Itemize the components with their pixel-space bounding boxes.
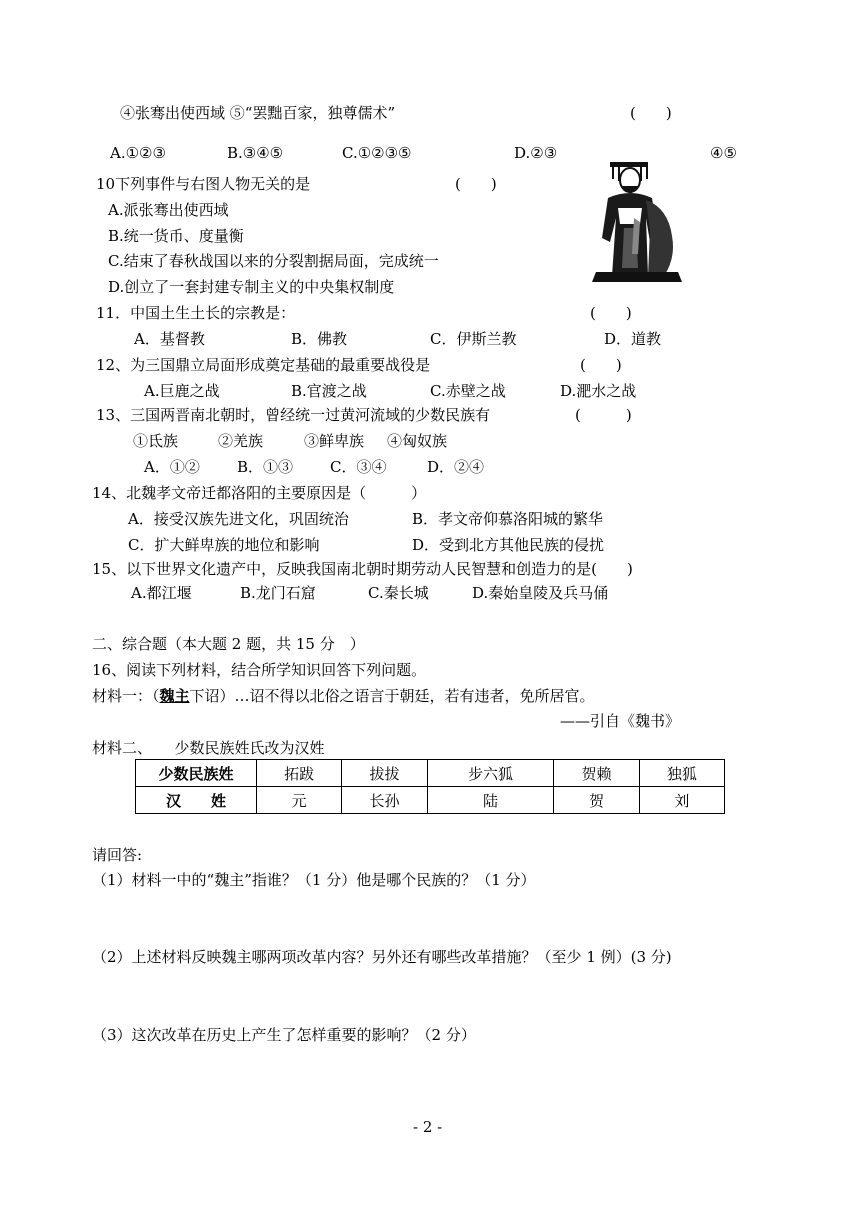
table-cell: 元 <box>257 787 342 814</box>
q11-stem: 11．中国土生土长的宗教是： <box>96 304 296 322</box>
answer-prompt: 请回答: <box>92 846 143 864</box>
q13-option-a: A．①② <box>144 458 200 476</box>
emperor-figure-image <box>588 158 684 284</box>
q9-blank: ( ) <box>630 104 672 122</box>
q11-blank: ( ) <box>590 304 632 322</box>
q13-item-3: ③鲜卑族 <box>304 432 365 450</box>
table-cell: 拔拔 <box>342 760 427 787</box>
q15-option-c: C.秦长城 <box>368 584 429 602</box>
q12-option-a: A.巨鹿之战 <box>144 382 220 400</box>
material1-prefix: 材料一：（ <box>92 687 160 705</box>
sub-question-2: （2）上述材料反映魏主哪两项改革内容？另外还有哪些改革措施？（至少 1 例）(3 分) <box>92 948 672 966</box>
q15-option-d: D.秦始皇陵及兵马俑 <box>472 584 609 602</box>
q13-option-d: D．②④ <box>427 458 485 476</box>
q15-option-a: A.都江堰 <box>131 584 192 602</box>
q10-option-c: C.结束了春秋战国以来的分裂割据局面，完成统一 <box>108 252 439 270</box>
q11-option-a: A．基督教 <box>134 330 205 348</box>
q11-option-c: C．伊斯兰教 <box>430 330 517 348</box>
q11-option-b: B．佛教 <box>291 330 348 348</box>
q9-option-d-tail: ④⑤ <box>710 144 737 162</box>
q14-option-d: D．受到北方其他民族的侵扰 <box>412 536 605 554</box>
q13-item-2: ②羌族 <box>218 432 264 450</box>
table-cell: 刘 <box>639 787 724 814</box>
q10-option-a: A.派张骞出使西域 <box>108 201 229 219</box>
q15-option-b: B.龙门石窟 <box>240 584 316 602</box>
q13-item-1: ①氐族 <box>133 432 179 450</box>
page-number: - 2 - <box>413 1118 443 1136</box>
q14-stem: 14、北魏孝文帝迁都洛阳的主要原因是（ ） <box>92 484 427 502</box>
table-row <box>136 787 725 814</box>
q10-stem: 10下列事件与右图人物无关的是 <box>96 175 311 193</box>
q15-stem: 15、以下世界文化遗产中，反映我国南北朝时期劳动人民智慧和创造力的是( ) <box>92 560 633 578</box>
q13-blank: ( ) <box>575 406 632 424</box>
q12-stem: 12、为三国鼎立局面形成奠定基础的最重要战役是 <box>96 356 431 374</box>
q9-option-d: D.②③ <box>514 144 558 162</box>
material1-text: 下诏）…诏不得以北俗之语言于朝廷，若有违者，免所居官。 <box>189 687 595 705</box>
table-cell: 少数民族姓 <box>136 760 257 787</box>
q12-option-c: C.赤壁之战 <box>430 382 506 400</box>
q10-option-d: D.创立了一套封建专制主义的中央集权制度 <box>108 278 395 296</box>
q16-stem: 16、阅读下列材料，结合所学知识回答下列问题。 <box>92 661 427 679</box>
section2-heading: 二、综合题（本大题 2 题，共 15 分 ） <box>92 635 365 653</box>
table-cell: 贺赖 <box>554 760 639 787</box>
q9-option-c: C.①②③⑤ <box>342 144 412 162</box>
material2-caption: 材料二、 少数民族姓氏改为汉姓 <box>92 739 325 757</box>
sub-question-3: （3）这次改革在历史上产生了怎样重要的影响？（2 分） <box>92 1026 476 1044</box>
q13-option-b: B．①③ <box>237 458 294 476</box>
material1-source: ——引自《魏书》 <box>560 712 681 730</box>
q9-line: ④张骞出使西域 ⑤“罢黜百家，独尊儒术” <box>120 104 396 122</box>
q10-option-b: B.统一货币、度量衡 <box>108 227 244 245</box>
table-cell: 陆 <box>427 787 554 814</box>
table-row <box>136 760 725 787</box>
table-cell: 汉 姓 <box>136 787 257 814</box>
material1-weizhu: 魏主 <box>159 687 190 705</box>
table-cell: 拓跋 <box>257 760 342 787</box>
q13-stem: 13、三国两晋南北朝时，曾经统一过黄河流域的少数民族有 <box>96 406 491 424</box>
q14-option-a: A．接受汉族先进文化，巩固统治 <box>128 510 349 528</box>
q10-blank: ( ) <box>455 175 497 193</box>
q14-option-b: B．孝文帝仰慕洛阳城的繁华 <box>412 510 604 528</box>
q9-option-a: A.①②③ <box>110 144 166 162</box>
q13-option-c: C．③④ <box>330 458 387 476</box>
table-cell: 贺 <box>554 787 639 814</box>
table-cell: 独狐 <box>639 760 724 787</box>
q12-blank: ( ) <box>580 356 622 374</box>
q12-option-d: D.淝水之战 <box>560 382 637 400</box>
q13-item-4: ④匈奴族 <box>387 432 448 450</box>
q9-option-b: B.③④⑤ <box>227 144 284 162</box>
sub-question-1: （1）材料一中的“魏主”指谁？（1 分）他是哪个民族的？（1 分） <box>92 871 536 889</box>
surname-table <box>135 759 725 814</box>
q11-option-d: D．道教 <box>604 330 662 348</box>
q14-option-c: C．扩大鲜卑族的地位和影响 <box>128 536 320 554</box>
q12-option-b: B.官渡之战 <box>291 382 367 400</box>
table-cell: 步六狐 <box>427 760 554 787</box>
table-cell: 长孙 <box>342 787 427 814</box>
material1 <box>92 686 595 706</box>
